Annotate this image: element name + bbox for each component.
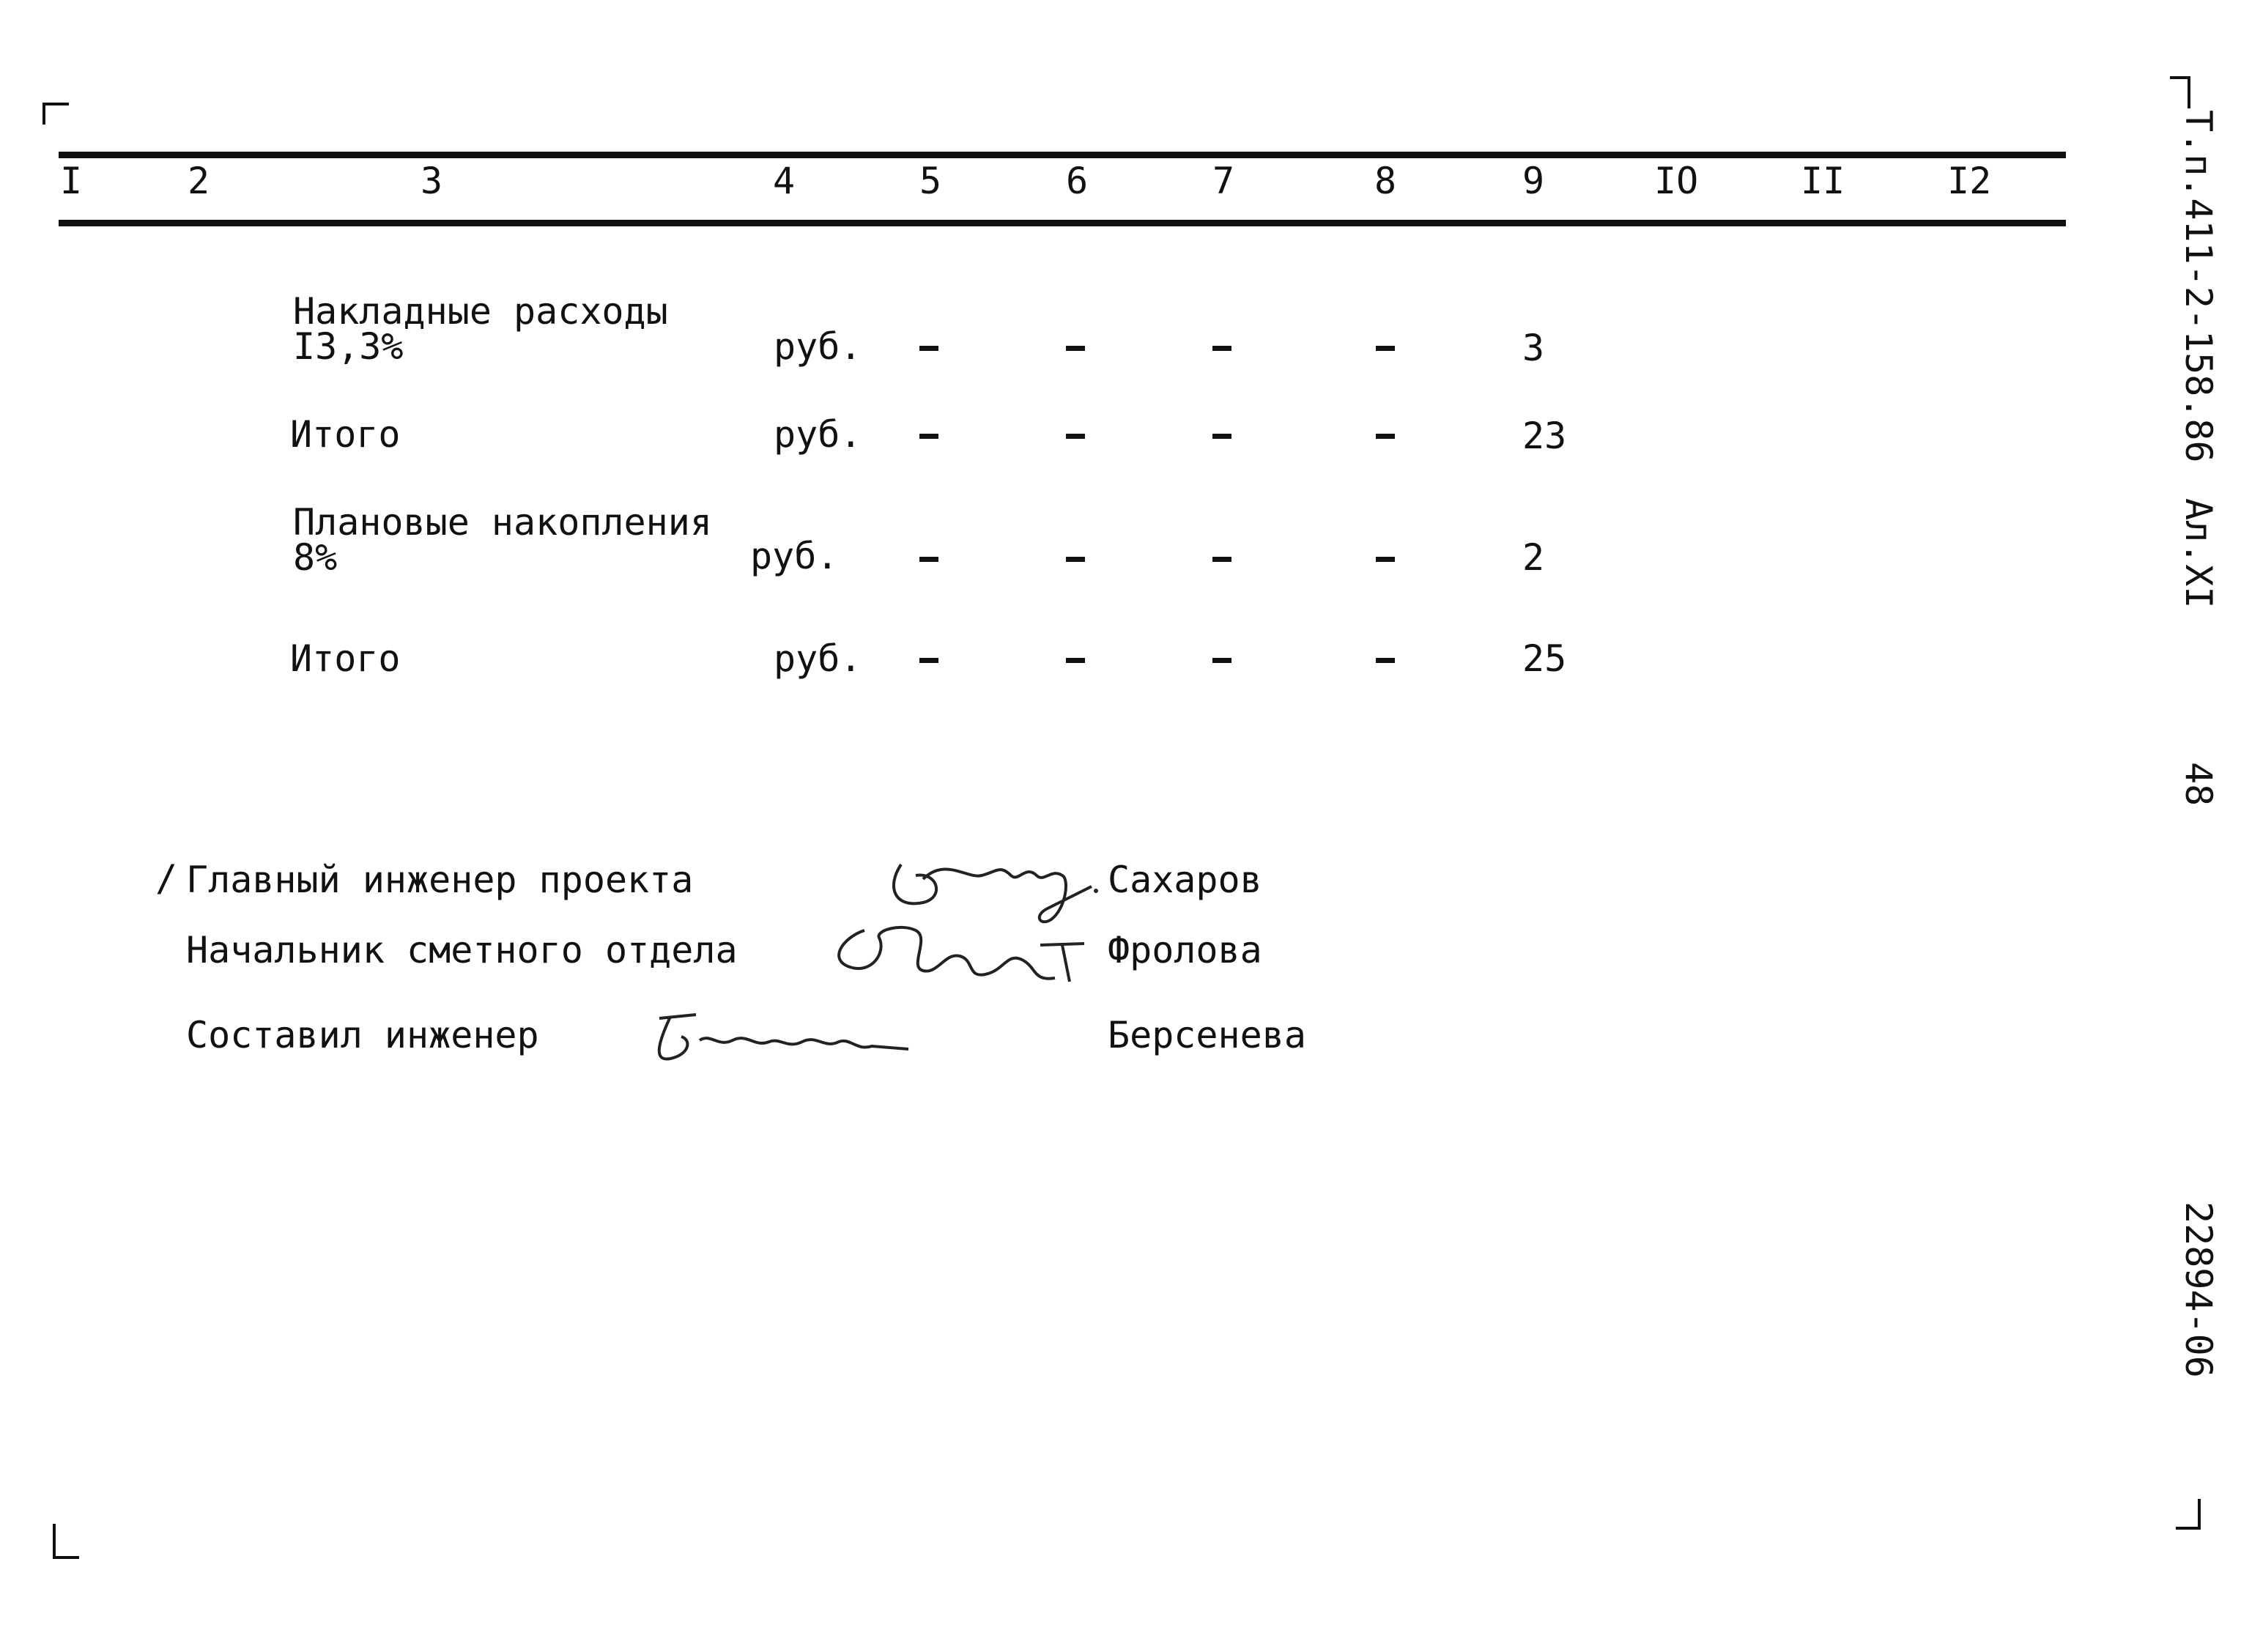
row-savings-label-line1: Плановые накопления — [293, 501, 712, 544]
margin-page-number: 48 — [2177, 762, 2220, 807]
column-header-11: II — [1801, 160, 1845, 202]
row-total-1-label: Итого — [290, 413, 401, 456]
row-total-2-label: Итого — [290, 637, 401, 680]
row-total-1-dash-col7 — [1212, 434, 1231, 439]
row-overhead-dash-col8 — [1376, 346, 1395, 351]
row-overhead-dash-col7 — [1212, 346, 1231, 351]
corner-mark-bottom-right-horizontal — [2176, 1527, 2201, 1530]
column-header-6: 6 — [1066, 160, 1089, 202]
row-savings-dash-col8 — [1376, 557, 1395, 562]
estimate-head-label: Начальник сметного отдела — [186, 929, 738, 971]
corner-mark-bottom-right-vertical — [2198, 1499, 2201, 1528]
signature-berseneva — [630, 996, 923, 1077]
row-savings-value: 2 — [1522, 536, 1545, 579]
row-overhead-label-line1: Накладные расходы — [293, 290, 668, 333]
row-total-2-unit: руб. — [774, 637, 862, 680]
margin-doc-code: Т.п.411-2-158.86 — [2177, 110, 2220, 463]
column-header-12: I2 — [1947, 160, 1992, 202]
row-total-1-unit: руб. — [774, 413, 862, 456]
margin-archive-number: 22894-06 — [2177, 1201, 2220, 1378]
column-header-10: IO — [1654, 160, 1699, 202]
row-savings-label-line2: 8% — [293, 536, 338, 579]
row-savings-dash-col7 — [1212, 557, 1231, 562]
chief-engineer-label: Главный инженер проекта — [186, 859, 694, 901]
table-top-rule — [59, 152, 2066, 158]
row-savings-dash-col6 — [1066, 557, 1085, 562]
row-total-2-dash-col5 — [919, 658, 938, 663]
row-total-2-dash-col6 — [1066, 658, 1085, 663]
table-header-bottom-rule — [59, 220, 2066, 226]
corner-mark-top-left-vertical — [42, 103, 45, 125]
row-total-1-dash-col5 — [919, 434, 938, 439]
row-total-1-dash-col6 — [1066, 434, 1085, 439]
corner-mark-top-right-horizontal — [2170, 76, 2190, 79]
column-header-5: 5 — [919, 160, 942, 202]
signature-frolova — [821, 908, 1099, 1004]
estimate-head-name: Фролова — [1108, 929, 1262, 971]
compiler-label: Составил инженер — [186, 1014, 539, 1056]
compiler-name: Берсенева — [1108, 1014, 1306, 1056]
row-overhead-dash-col5 — [919, 346, 938, 351]
corner-mark-bottom-left-horizontal — [53, 1556, 79, 1559]
corner-mark-bottom-left-vertical — [53, 1524, 56, 1559]
column-header-3: 3 — [421, 160, 443, 202]
row-total-2-dash-col7 — [1212, 658, 1231, 663]
chief-engineer-name: Сахаров — [1108, 859, 1262, 901]
row-total-2-dash-col8 — [1376, 658, 1395, 663]
column-header-4: 4 — [773, 160, 796, 202]
row-overhead-value: 3 — [1522, 327, 1545, 369]
corner-mark-top-right-vertical — [2188, 76, 2190, 108]
row-savings-unit: руб. — [750, 535, 839, 577]
row-savings-dash-col5 — [919, 557, 938, 562]
column-header-9: 9 — [1522, 160, 1545, 202]
row-total-1-value: 23 — [1522, 415, 1567, 457]
row-total-1-dash-col8 — [1376, 434, 1395, 439]
column-header-7: 7 — [1212, 160, 1235, 202]
row-overhead-unit: руб. — [774, 325, 862, 368]
margin-album: Ал.XI — [2177, 498, 2220, 609]
row-overhead-dash-col6 — [1066, 346, 1085, 351]
column-header-2: 2 — [188, 160, 210, 202]
signature-slash: / — [155, 857, 178, 900]
row-total-2-value: 25 — [1522, 637, 1567, 680]
column-header-1: I — [60, 160, 83, 202]
corner-mark-top-left-horizontal — [42, 103, 69, 105]
row-overhead-label-line2: I3,3% — [293, 325, 404, 368]
column-header-8: 8 — [1374, 160, 1397, 202]
